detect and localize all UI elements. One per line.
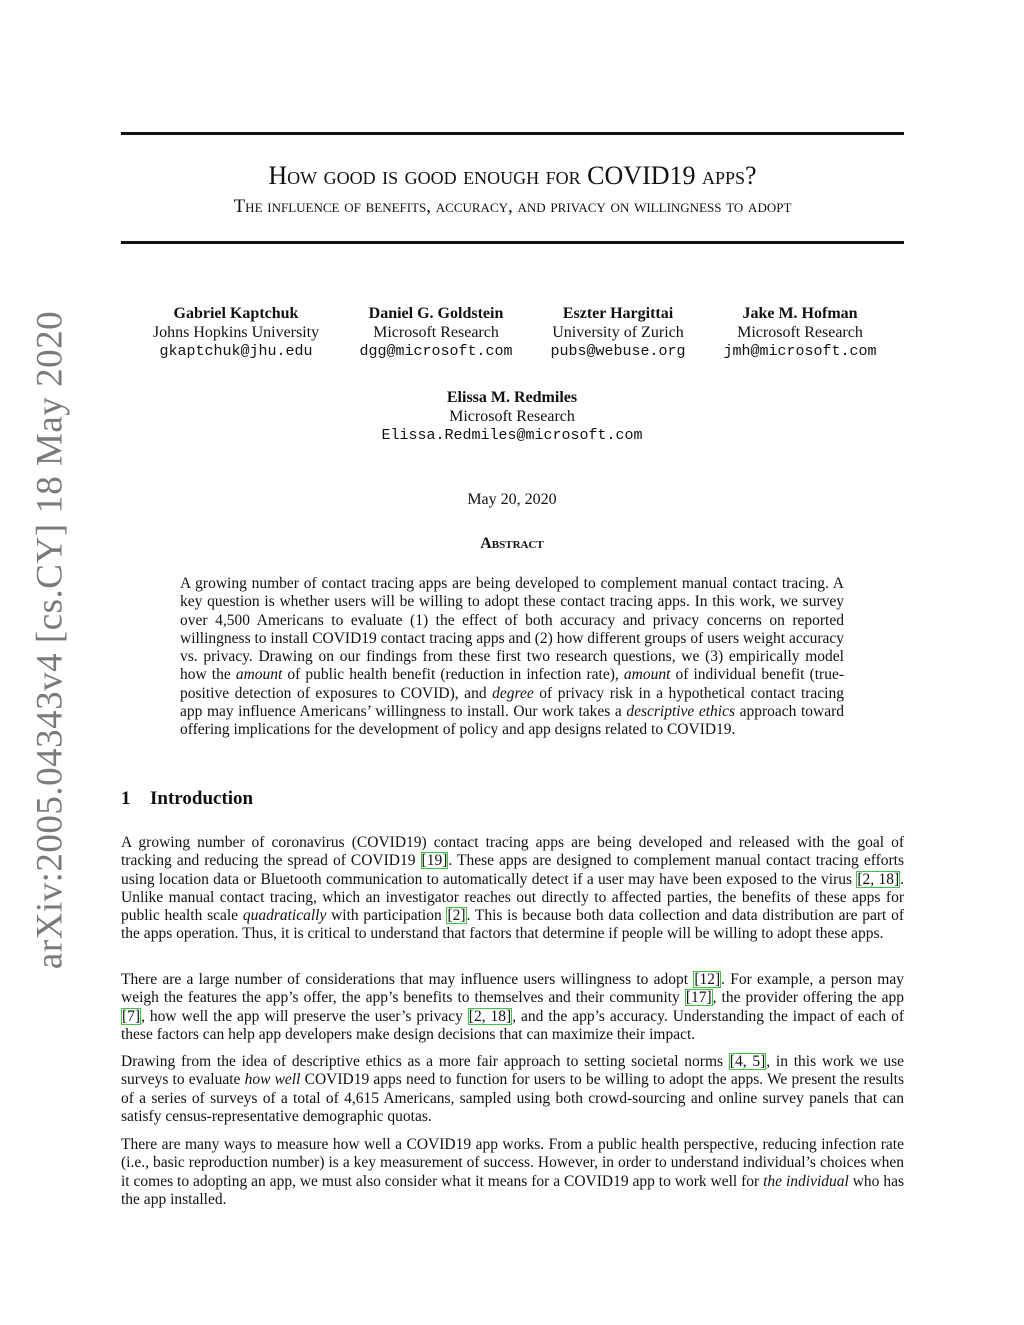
author-email[interactable]: pubs@webuse.org	[550, 343, 686, 360]
author-affiliation: Microsoft Research	[449, 408, 575, 425]
intro-paragraph-1: A growing number of coronavirus (COVID19) contact tracing apps are being developed and released with the goal of tracking and reducing the spread of COVID19 [19]. These apps are designed to complement manual contact tracing efforts using location data or Bluetooth communication to automatically detect if a user may have been exposed to the virus [2, 18]. Unlike manual contact tracing, which an investigator reaches out directly to affected parties, the benefits of these apps for public health scale quadratically with participation [2]. This is because both data collection and data distribution are part of the apps operation. Thus, it is critical to understand that factors that determine if people will be willing to adopt these apps.	[121, 834, 905, 943]
author-email[interactable]: dgg@microsoft.com	[359, 343, 513, 360]
intro-paragraph-3: Drawing from the idea of descriptive ethics as a more fair approach to setting societal norms [4, 5], in this work we use surveys to evaluate how well COVID19 apps need to function for users to be willing to adopt the apps. We present the results of a series of surveys of a total of 4,615 Americans, sampled using both crowd-sourcing and online survey panels that can satisfy census-representative demographic quotas.	[121, 1053, 904, 1125]
author-affiliation: Johns Hopkins University	[152, 324, 320, 341]
author-name: Eszter Hargittai	[562, 305, 674, 322]
author-block	[723, 304, 876, 361]
author-name: Gabriel Kaptchuk	[173, 305, 299, 322]
author-affiliation: University of Zurich	[552, 324, 684, 341]
section-number: 1	[121, 788, 131, 809]
emphasis: amount	[623, 666, 671, 684]
citation-link[interactable]: [4, 5]	[729, 1053, 766, 1070]
author-block	[359, 304, 512, 361]
citation-link[interactable]: [2, 18]	[857, 870, 900, 888]
citation-link[interactable]: [2, 18]	[468, 1007, 512, 1025]
arxiv-identifier-stamp: arXiv:2005.04343v4 [cs.CY] 18 May 2020	[29, 310, 71, 970]
section-title: Introduction	[150, 788, 254, 809]
citation-link[interactable]: [12]	[694, 971, 721, 988]
author-block	[550, 304, 685, 361]
author-name: Elissa M. Redmiles	[446, 389, 578, 406]
emphasis: descriptive ethics	[626, 703, 736, 721]
paper-subtitle: The influence of benefits, accuracy, and privacy on willingness to adopt	[233, 196, 792, 217]
author-email[interactable]: jmh@microsoft.com	[723, 343, 877, 360]
citation-link[interactable]: [17]	[685, 989, 712, 1007]
intro-paragraph-2: There are a large number of considerations that may influence users willingness to adopt [12]. For example, a person may weigh the features the app’s offer, the app’s benefits to themselves and their community [17], the provider offering the app [7], how well the app will preserve the user’s privacy [2, 18], and the app’s accuracy. Understanding the impact of each of these factors can help app developers make design decisions that can maximize their impact.	[121, 971, 904, 1043]
author-affiliation: Microsoft Research	[373, 324, 499, 341]
citation-link[interactable]: [7]	[122, 1007, 141, 1025]
emphasis: the individual	[763, 1172, 849, 1190]
citation-link[interactable]: [19]	[421, 852, 448, 870]
author-block	[153, 304, 319, 361]
citation-link[interactable]: [2]	[447, 907, 466, 925]
emphasis: how well	[244, 1071, 301, 1089]
section-heading-introduction	[121, 788, 253, 810]
emphasis: amount	[235, 666, 283, 684]
author-email[interactable]: Elissa.Redmiles@microsoft.com	[381, 427, 643, 444]
abstract-heading: Abstract	[480, 535, 544, 552]
author-name: Daniel G. Goldstein	[368, 305, 504, 322]
author-block	[381, 388, 642, 445]
title-rule-top	[121, 132, 904, 135]
author-affiliation: Microsoft Research	[737, 324, 863, 341]
emphasis: degree	[492, 684, 534, 702]
author-email[interactable]: gkaptchuk@jhu.edu	[159, 343, 313, 360]
intro-paragraph-4: There are many ways to measure how well a COVID19 app works. From a public health perspective, reducing infection rate (i.e., basic reproduction number) is a key measurement of success. However, in order to understand individual’s choices when it comes to adopting an app, we must also consider what it means for a COVID19 app to work well for the individual who has the app installed.	[121, 1136, 905, 1208]
abstract-text: A growing number of contact tracing apps are being developed to complement manual contact tracing. A key question is whether users will be willing to adopt these contact tracing apps. In this work, we survey over 4,500 Americans to evaluate (1) the effect of both accuracy and privacy concerns on reported willingness to install COVID19 contact tracing apps and (2) how different groups of users weight accuracy vs. privacy. Drawing on our findings from these first two research questions, we (3) empirically model how the amount of public health benefit (reduction in infection rate), amount of individual benefit (true-positive detection of exposures to COVID), and degree of privacy risk in a hypothetical contact tracing app may influence Americans’ willingness to install. Our work takes a descriptive ethics approach toward offering implications for the development of policy and app designs related to COVID19.	[180, 575, 844, 739]
emphasis: quadratically	[242, 907, 327, 925]
author-name: Jake M. Hofman	[742, 305, 858, 322]
title-rule-bottom	[121, 241, 904, 244]
paper-title: How good is good enough for COVID19 apps?	[268, 161, 757, 190]
publication-date: May 20, 2020	[467, 491, 557, 508]
